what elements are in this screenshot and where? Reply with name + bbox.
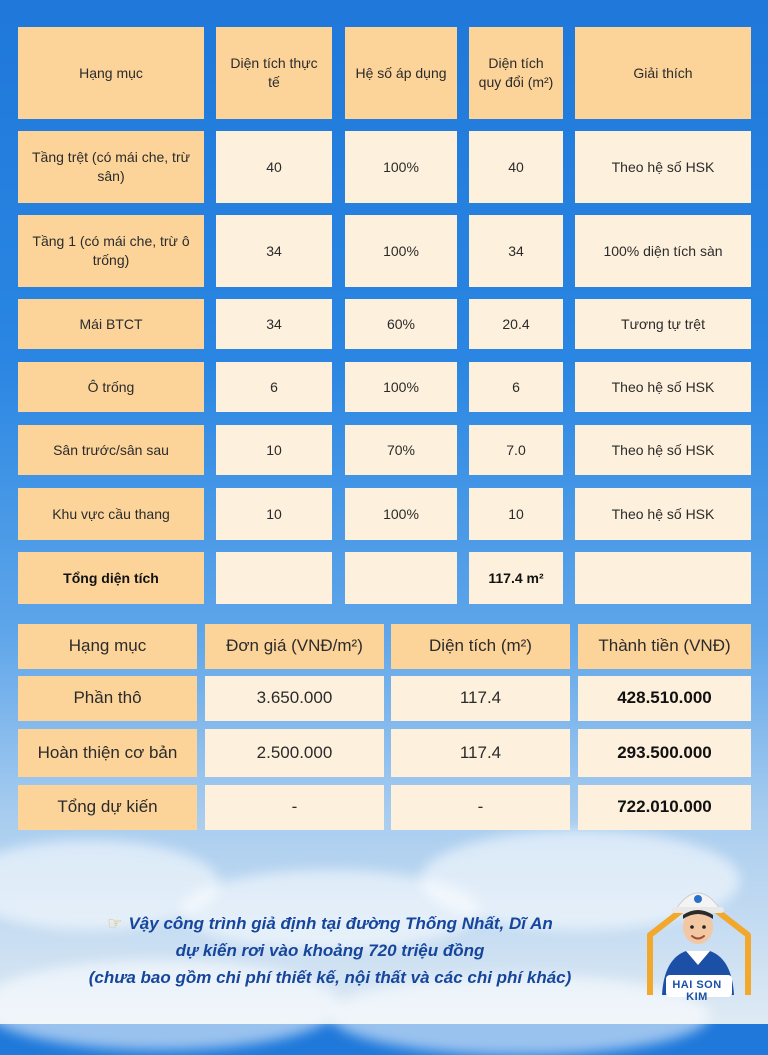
- table1-cell: Theo hệ số HSK: [575, 425, 751, 475]
- table2-header-cell: Đơn giá (VNĐ/m²): [205, 624, 384, 669]
- table1-cell: 100%: [345, 215, 457, 287]
- table1-row-label: Tổng diện tích: [18, 552, 204, 604]
- table1-cell: [216, 552, 332, 604]
- table1-cell: 60%: [345, 299, 457, 349]
- summary-note: [20, 910, 640, 991]
- table2-header-cell: Hạng mục: [18, 624, 197, 669]
- table1-cell: 10: [216, 425, 332, 475]
- table1-row-label: Mái BTCT: [18, 299, 204, 349]
- table1-cell: 34: [469, 215, 563, 287]
- table2-cell: 117.4: [391, 676, 570, 721]
- table1-cell: 100%: [345, 131, 457, 203]
- table2-cell: -: [391, 785, 570, 830]
- brand-name: HAI SON KIM: [672, 979, 722, 1003]
- table1-cell: 100%: [345, 362, 457, 412]
- table1-cell: 34: [216, 299, 332, 349]
- table2-cell: 2.500.000: [205, 729, 384, 777]
- table1-cell: 6: [216, 362, 332, 412]
- table1-cell: Theo hệ số HSK: [575, 488, 751, 540]
- table1-row-label: Khu vực cầu thang: [18, 488, 204, 540]
- table1-cell: 10: [469, 488, 563, 540]
- table1-cell: 117.4 m²: [469, 552, 563, 604]
- note-line-1: Vậy công trình giả định tại đường Thống Nhất, Dĩ An: [128, 914, 553, 933]
- table2-row-label: Hoàn thiện cơ bản: [18, 729, 197, 777]
- table1-cell: 34: [216, 215, 332, 287]
- table1-row-label: Ô trống: [18, 362, 204, 412]
- table2-row-label: Tổng dự kiến: [18, 785, 197, 830]
- company-logo: [640, 875, 758, 1015]
- table2-header-cell: Thành tiền (VNĐ): [578, 624, 751, 669]
- table1-row-label: Sân trước/sân sau: [18, 425, 204, 475]
- note-line-3: (chưa bao gồm chi phí thiết kế, nội thất và các chi phí khác): [88, 968, 572, 987]
- table2-row-label: Phần thô: [18, 676, 197, 721]
- table2-cell: 293.500.000: [578, 729, 751, 777]
- table1-cell: 100%: [345, 488, 457, 540]
- table2-header-cell: Diện tích (m²): [391, 624, 570, 669]
- table1-header-cell: Diện tích quy đổi (m²): [469, 27, 563, 119]
- table1-cell: 20.4: [469, 299, 563, 349]
- table1-header-cell: Giải thích: [575, 27, 751, 119]
- pointing-hand-icon: ☞: [107, 914, 123, 933]
- table1-cell: [575, 552, 751, 604]
- table1-cell: 10: [216, 488, 332, 540]
- table1-header-cell: Hạng mục: [18, 27, 204, 119]
- table1-cell: 100% diện tích sàn: [575, 215, 751, 287]
- table1-cell: 70%: [345, 425, 457, 475]
- table1-header-cell: Hệ số áp dụng: [345, 27, 457, 119]
- table1-cell: 6: [469, 362, 563, 412]
- table2-cell: 117.4: [391, 729, 570, 777]
- table1-cell: [345, 552, 457, 604]
- table1-cell: 40: [469, 131, 563, 203]
- table2-cell: 722.010.000: [578, 785, 751, 830]
- table1-cell: Theo hệ số HSK: [575, 362, 751, 412]
- table1-cell: 40: [216, 131, 332, 203]
- table1-cell: Tương tự trệt: [575, 299, 751, 349]
- table1-row-label: Tầng trệt (có mái che, trừ sân): [18, 131, 204, 203]
- table1-cell: 7.0: [469, 425, 563, 475]
- note-line-2: dự kiến rơi vào khoảng 720 triệu đồng: [175, 941, 485, 960]
- table2-cell: -: [205, 785, 384, 830]
- table2-cell: 3.650.000: [205, 676, 384, 721]
- table1-row-label: Tầng 1 (có mái che, trừ ô trống): [18, 215, 204, 287]
- table1-cell: Theo hệ số HSK: [575, 131, 751, 203]
- table2-cell: 428.510.000: [578, 676, 751, 721]
- table1-header-cell: Diện tích thực tế: [216, 27, 332, 119]
